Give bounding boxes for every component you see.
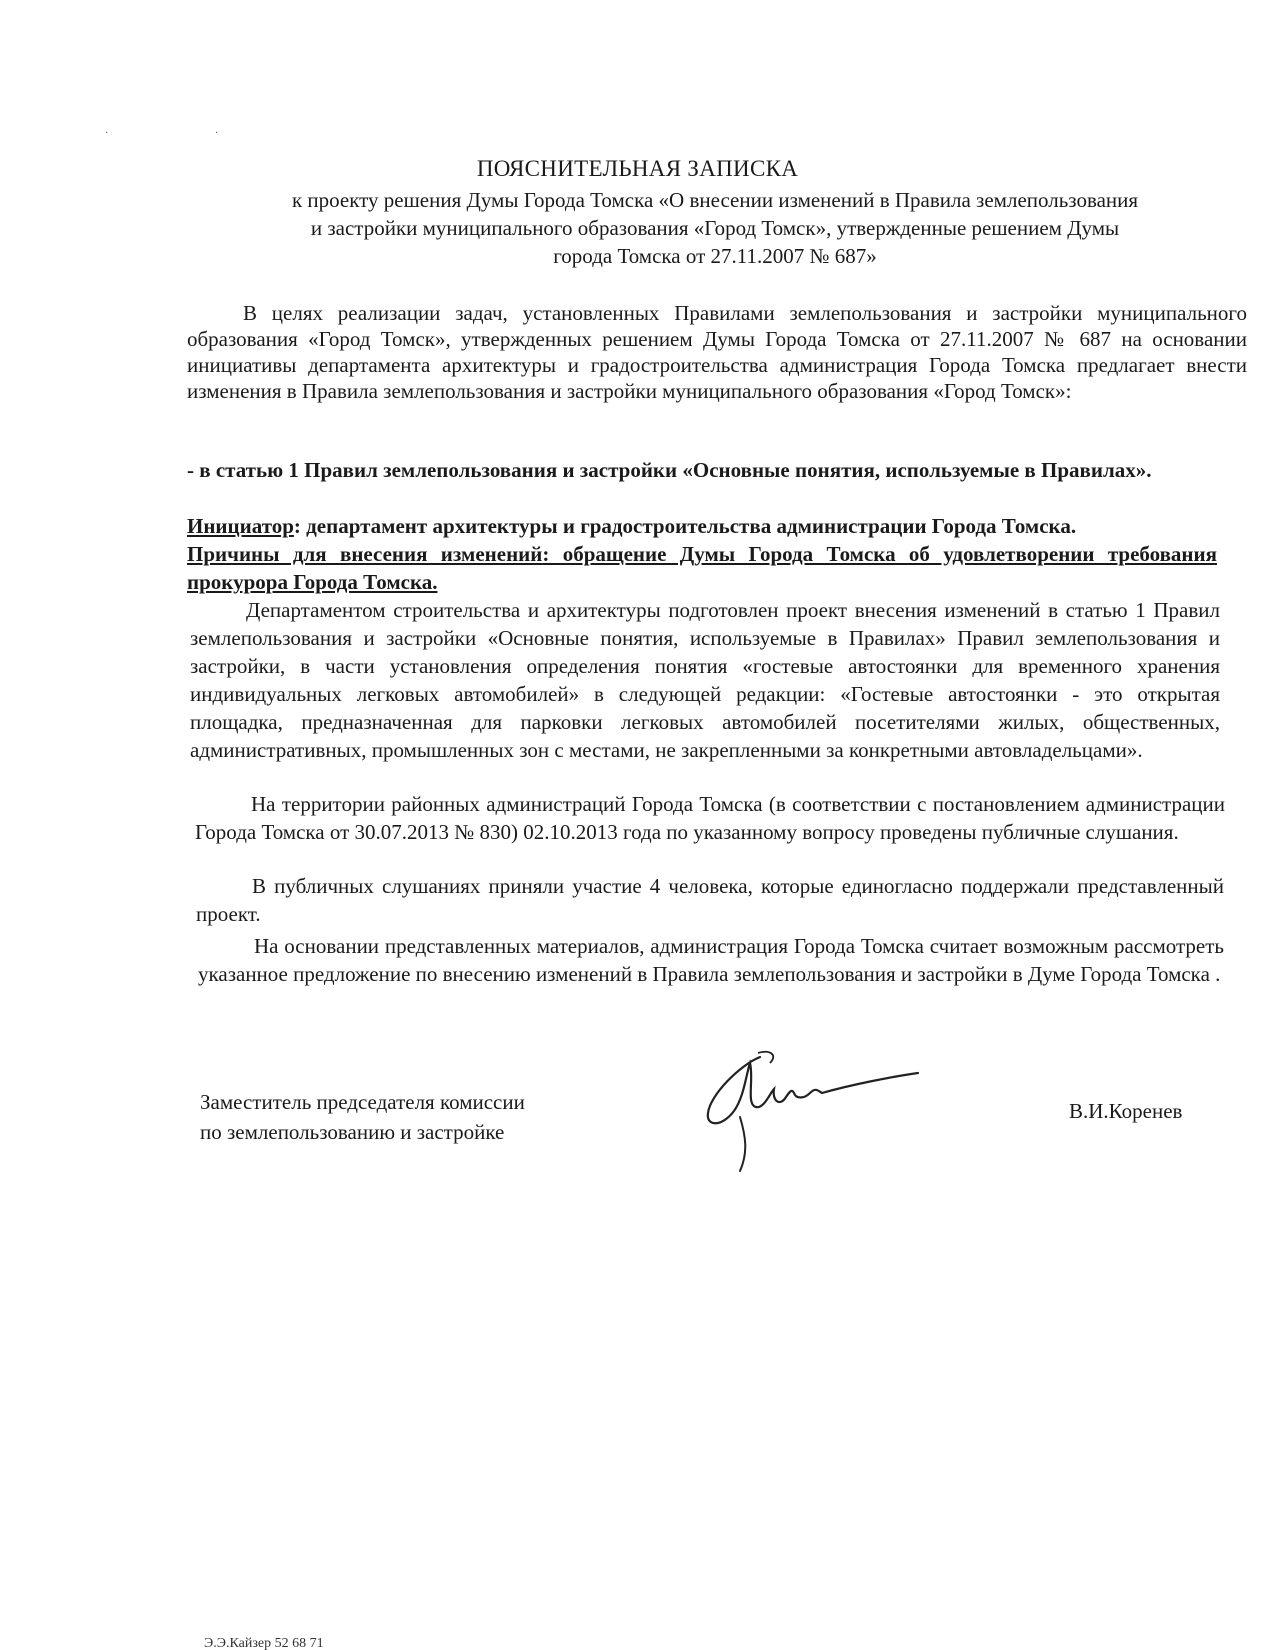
signatory-position-line: Заместитель председателя комиссии xyxy=(200,1090,525,1114)
document-title: ПОЯСНИТЕЛЬНАЯ ЗАПИСКА xyxy=(476,156,799,181)
paragraph-conclusion: На основании представленных материалов, администрация Города Томска считает возможным рассмотреть указанное предложение по внесению изменений в Правила землепользования и застройки в Думе Города Томска . xyxy=(198,934,1224,986)
subtitle-line: и застройки муниципального образования «Город Томск», утвержденные решением Думы xyxy=(310,216,1120,240)
reasons-line xyxy=(187,540,1217,596)
signatory-name: В.И.Коренев xyxy=(1069,1099,1183,1123)
initiator-line xyxy=(187,512,1275,540)
footer-note: Э.Э.Кайзер 52 68 71 xyxy=(204,1636,324,1650)
subtitle-line: города Томска от 27.11.2007 № 687» xyxy=(553,244,877,268)
reasons-text: : обращение Думы Города Томска об удовлетворении требования прокурора Города Томска. xyxy=(187,542,1217,594)
reasons-label: Причины для внесения изменений xyxy=(187,542,543,566)
initiator-label: Инициатор xyxy=(187,514,294,538)
paragraph-hearings: На территории районных администраций Города Томска (в соответствии с постановлением администрации Города Томска от 30.07.2013 № 830) 02.10.2013 года по указанному вопросу проведены публичные слушания. xyxy=(195,792,1225,844)
intro-paragraph: В целях реализации задач, установленных Правилами землепользования и застройки муниципального образования «Город Томск», утвержденных решением Думы Города Томска от 27.11.2007 № 687 на основании инициативы департамента архитектуры и градостроительства администрация Города Томска предлагает внести изменения в Правила землепользования и застройки муниципального образования «Город Томск»: xyxy=(187,301,1247,403)
subtitle-line: к проекту решения Думы Города Томска «О внесении изменений в Правила землепользования xyxy=(291,188,1139,212)
signatory-position-line: по землепользованию и застройке xyxy=(200,1120,505,1144)
initiator-text: : департамент архитектуры и градостроительства администрации Города Томска. xyxy=(293,514,1077,538)
paragraph-participants: В публичных слушаниях приняли участие 4 человека, которые единогласно поддержали представленный проект. xyxy=(196,874,1224,926)
signatory-position xyxy=(200,1087,525,1147)
amendment-bullet: - в статью 1 Правил землепользования и застройки «Основные понятия, используемые в Правилах». xyxy=(187,458,1152,482)
scan-specks: · · xyxy=(105,128,271,139)
paragraph-definition: Департаментом строительства и архитектуры подготовлен проект внесения изменений в статью 1 Правил землепользования и застройки «Основные понятия, используемые в Правилах» Правил землепользования и застройки, в части установления определения понятия «гостевые автостоянки для временного хранения индивидуальных легковых автомобилей» в следующей редакции: «Гостевые автостоянки - это открытая площадка, предназначенная для парковки легковых автомобилей посетителями жилых, общественных, административных, промышленных зон с местами, не закрепленными за конкретными автовладельцами». xyxy=(190,598,1220,762)
handwritten-signature xyxy=(700,1045,930,1175)
document-subtitle xyxy=(180,186,1250,270)
